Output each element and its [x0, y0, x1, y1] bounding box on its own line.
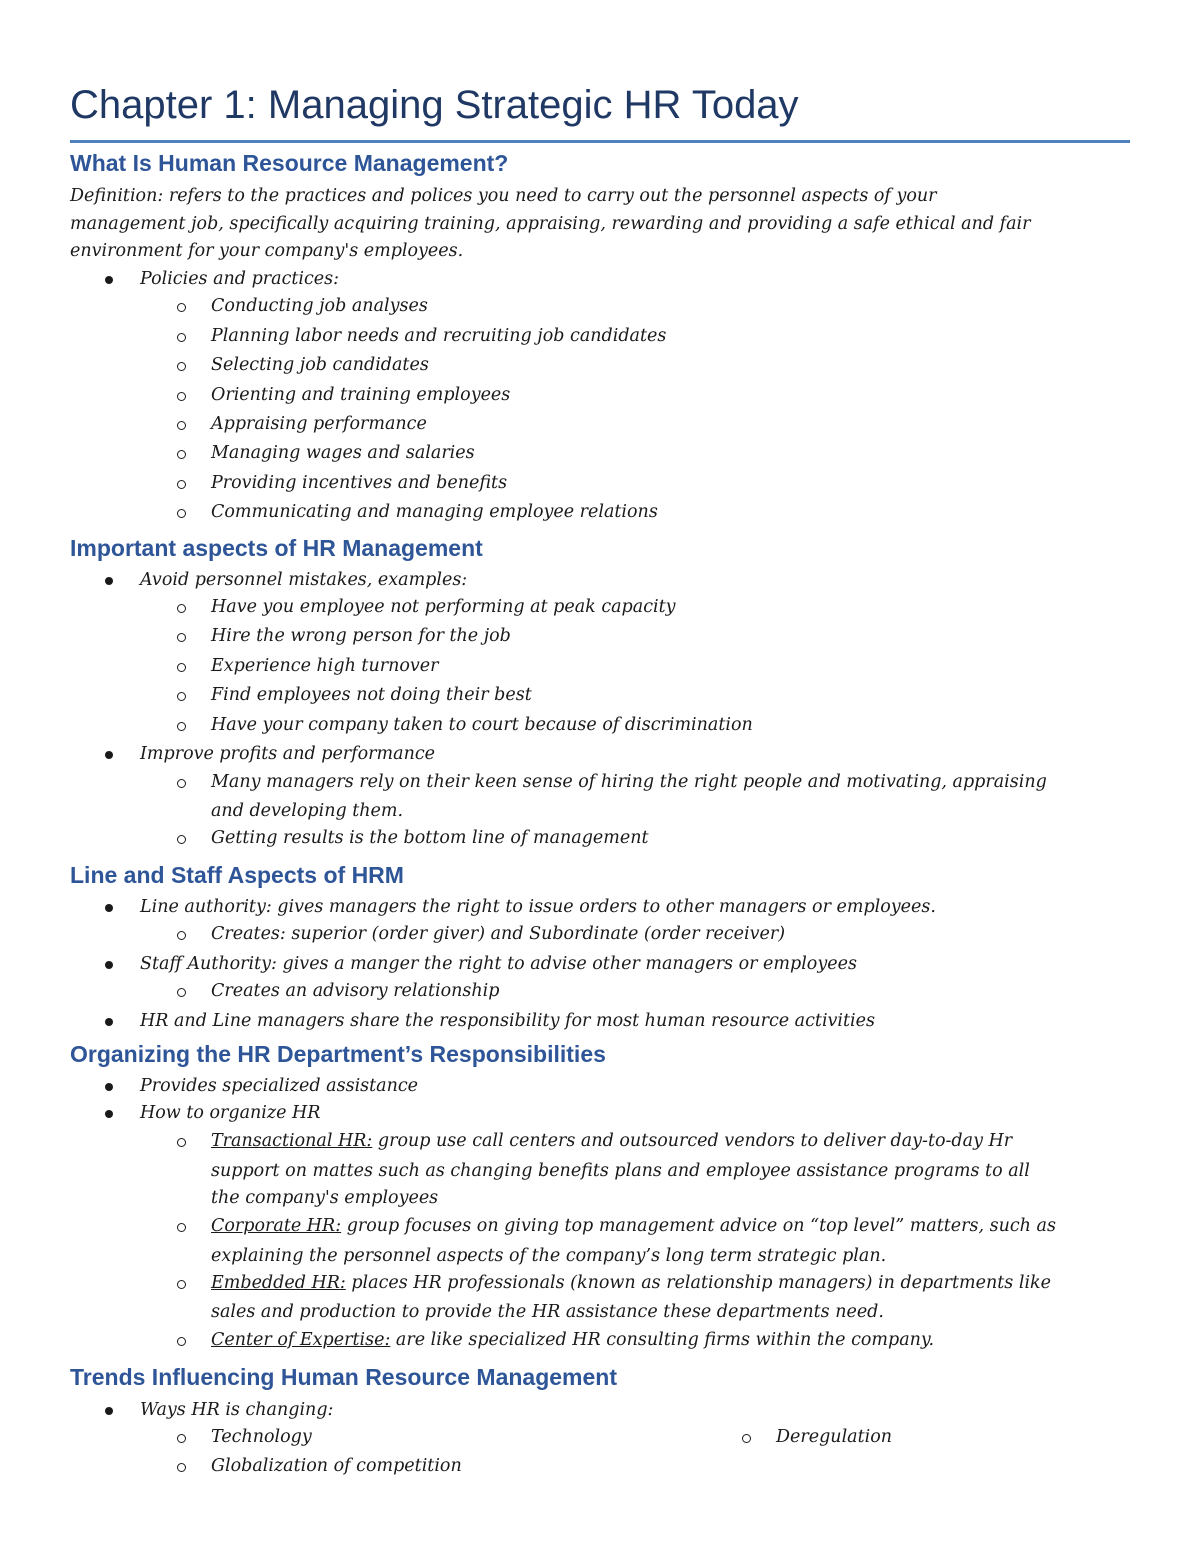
list-item-continuation: explaining the personnel aspects of the company’s long term strategic plan. [211, 1246, 887, 1266]
term-text: places HR professionals (known as relationship managers) in departments like [345, 1273, 1052, 1293]
definition-line: management job, specifically acquiring training, appraising, rewarding and providing a safe ethical and fair [70, 214, 1031, 234]
bullet-icon [105, 1083, 113, 1091]
list-item: Policies and practices: [140, 269, 340, 289]
list-item: HR and Line managers share the responsibility for most human resource activities [140, 1011, 875, 1031]
circle-bullet-icon [177, 633, 186, 642]
list-item: Creates: superior (order giver) and Subordinate (order receiver) [211, 924, 786, 944]
bullet-icon [105, 751, 113, 759]
bullet-icon [105, 1110, 113, 1118]
list-item: Have you employee not performing at peak capacity [211, 597, 676, 617]
circle-bullet-icon [177, 450, 186, 459]
list-item: Hire the wrong person for the job [211, 626, 511, 646]
list-item: Planning labor needs and recruiting job candidates [211, 326, 667, 346]
list-item: Provides specialized assistance [140, 1076, 419, 1096]
list-item: Many managers rely on their keen sense of hiring the right people and motivating, appraising [211, 772, 1047, 792]
bullet-icon [105, 1018, 113, 1026]
list-item: Ways HR is changing: [140, 1400, 334, 1420]
term-label: Embedded HR: [211, 1273, 346, 1293]
list-item [211, 1212, 1056, 1240]
bullet-icon [105, 1407, 113, 1415]
circle-bullet-icon [177, 663, 186, 672]
circle-bullet-icon [177, 1138, 186, 1147]
list-item: Improve profits and performance [140, 744, 435, 764]
list-item [211, 1269, 1051, 1297]
circle-bullet-icon [177, 1280, 186, 1289]
circle-bullet-icon [177, 480, 186, 489]
list-item: Managing wages and salaries [211, 443, 475, 463]
circle-bullet-icon [177, 1463, 186, 1472]
circle-bullet-icon [177, 1223, 186, 1232]
section-heading-organizing-hr: Organizing the HR Department’s Responsibilities [70, 1041, 606, 1067]
list-item: Communicating and managing employee relations [211, 502, 658, 522]
list-item: Conducting job analyses [211, 296, 428, 316]
circle-bullet-icon [177, 1434, 186, 1443]
bullet-icon [105, 904, 113, 912]
bullet-icon [105, 961, 113, 969]
term-text: group focuses on giving top management advice on “top level” matters, such as [341, 1216, 1056, 1236]
list-item-continuation: support on mattes such as changing benefits plans and employee assistance programs to all [211, 1161, 1030, 1181]
circle-bullet-icon [177, 303, 186, 312]
list-item [211, 1127, 1012, 1155]
page-title: Chapter 1: Managing Strategic HR Today [70, 83, 799, 127]
list-item [211, 1326, 934, 1354]
section-heading-line-staff: Line and Staff Aspects of HRM [70, 862, 404, 888]
bullet-icon [105, 276, 113, 284]
term-label: Corporate HR: [211, 1216, 342, 1236]
title-underline [70, 140, 1130, 143]
section-heading-what-is-hrm: What Is Human Resource Management? [70, 150, 509, 176]
list-item: Selecting job candidates [211, 355, 429, 375]
list-item: Have your company taken to court because of discrimination [211, 715, 753, 735]
list-item: Find employees not doing their best [211, 685, 532, 705]
list-item-continuation: and developing them. [211, 801, 404, 821]
list-item: Line authority: gives managers the right to issue orders to other managers or employees. [140, 897, 936, 917]
list-item: Technology [211, 1427, 312, 1447]
list-item-continuation: the company's employees [211, 1188, 439, 1208]
list-item: How to organize HR [140, 1103, 321, 1123]
list-item: Experience high turnover [211, 656, 439, 676]
circle-bullet-icon [177, 931, 186, 940]
circle-bullet-icon [177, 722, 186, 731]
list-item: Creates an advisory relationship [211, 981, 500, 1001]
section-heading-important-aspects: Important aspects of HR Management [70, 535, 483, 561]
term-text: group use call centers and outsourced vendors to deliver day-to-day Hr [372, 1131, 1013, 1151]
list-item: Getting results is the bottom line of management [211, 828, 649, 848]
circle-bullet-icon [177, 604, 186, 613]
circle-bullet-icon [177, 509, 186, 518]
list-item: Staff Authority: gives a manger the right to advise other managers or employees [140, 954, 857, 974]
list-item: Avoid personnel mistakes, examples: [140, 570, 468, 590]
list-item: Globalization of competition [211, 1456, 462, 1476]
circle-bullet-icon [177, 362, 186, 371]
list-item-continuation: sales and production to provide the HR assistance these departments need. [211, 1302, 884, 1322]
circle-bullet-icon [177, 835, 186, 844]
term-label: Transactional HR: [211, 1131, 373, 1151]
circle-bullet-icon [177, 333, 186, 342]
circle-bullet-icon [177, 421, 186, 430]
circle-bullet-icon [177, 1337, 186, 1346]
term-text: are like specialized HR consulting firms within the company. [390, 1330, 935, 1350]
circle-bullet-icon [177, 988, 186, 997]
circle-bullet-icon [177, 692, 186, 701]
list-item: Orienting and training employees [211, 385, 511, 405]
bullet-icon [105, 577, 113, 585]
definition-line: environment for your company's employees. [70, 241, 464, 261]
definition-line: Definition: refers to the practices and polices you need to carry out the personnel aspects of your [70, 186, 937, 206]
list-item: Deregulation [776, 1427, 893, 1447]
list-item: Appraising performance [211, 414, 427, 434]
circle-bullet-icon [177, 779, 186, 788]
section-heading-trends: Trends Influencing Human Resource Management [70, 1364, 617, 1390]
circle-bullet-icon [177, 392, 186, 401]
term-label: Center of Expertise: [211, 1330, 391, 1350]
list-item: Providing incentives and benefits [211, 473, 508, 493]
circle-bullet-icon [742, 1434, 751, 1443]
